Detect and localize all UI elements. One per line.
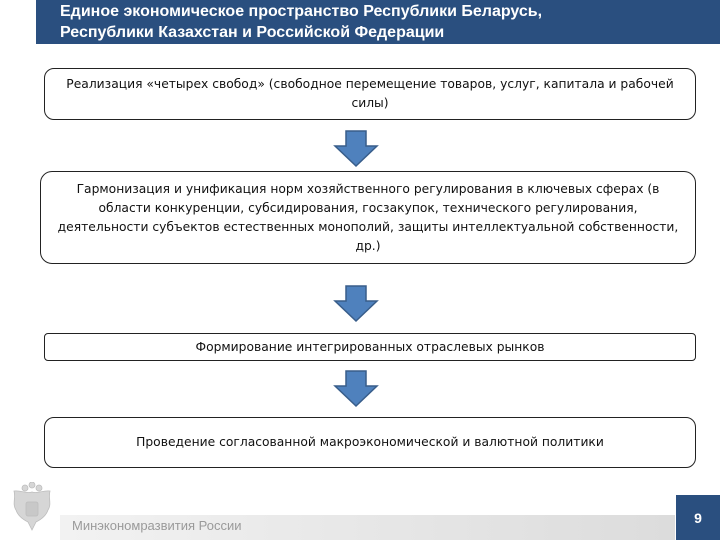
step-text-1: Реализация «четырех свобод» (свободное перемещение товаров, услуг, капитала и рабочей силы) xyxy=(66,77,674,110)
step-box-2 xyxy=(40,171,696,264)
coat-of-arms-icon xyxy=(4,482,60,536)
step-box-3 xyxy=(44,333,696,361)
step-text-3: Формирование интегрированных отраслевых рынков xyxy=(195,339,545,354)
step-box-1 xyxy=(44,68,696,120)
down-arrow-3-icon xyxy=(333,370,379,408)
header-corner xyxy=(0,0,36,44)
slide-title: Единое экономическое пространство Республики Беларусь, Республики Казахстан и Российской Федерации xyxy=(60,3,543,41)
page-number: 9 xyxy=(676,495,720,540)
down-arrow-1-icon xyxy=(333,130,379,168)
step-text-4: Проведение согласованной макроэкономической и валютной политики xyxy=(136,435,604,449)
ministry-label: Минэкономразвития России xyxy=(72,518,242,533)
step-box-4 xyxy=(44,417,696,468)
step-text-2: Гармонизация и унификация норм хозяйственного регулирования в ключевых сферах (в области конкуренции, субсидирования, госзакупок, технического регулирования, деятельности субъектов естественных монополий, защиты интеллектуальной собственности, др.) xyxy=(57,181,679,253)
down-arrow-2-icon xyxy=(333,285,379,323)
